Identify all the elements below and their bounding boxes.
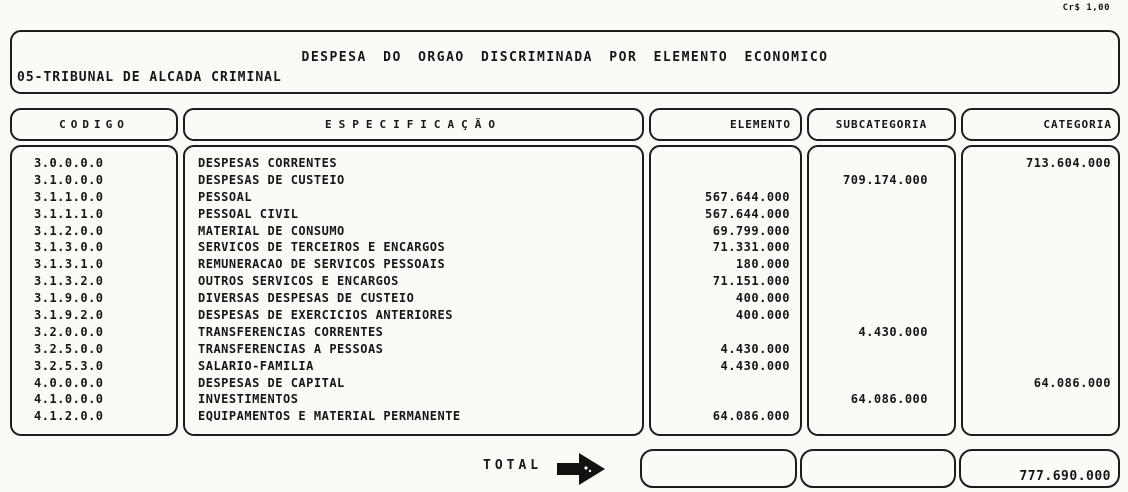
cell-elemento-row-9: 400.000 [735, 308, 790, 323]
body-column-especificacao [183, 145, 644, 436]
cell-spec-row-10: TRANSFERENCIAS CORRENTES [198, 324, 384, 339]
cell-elemento-row-15: 64.086.000 [712, 409, 790, 424]
cell-elemento-row-7: 71.151.000 [712, 274, 790, 289]
cell-categoria-row-3 [963, 206, 1111, 223]
cell-categoria-row-11 [963, 341, 1111, 358]
cell-spec-row-8: DIVERSAS DESPESAS DE CUSTEIO [198, 291, 415, 306]
cell-subcategoria-row-12 [809, 358, 928, 375]
column-header-elemento: ELEMENTO [649, 108, 802, 141]
cell-elemento-row-5: 71.331.000 [712, 240, 790, 255]
cell-categoria-row-7 [963, 273, 1111, 290]
cell-elemento-row-1 [651, 172, 790, 189]
cell-spec-row-6: REMUNERACAO DE SERVICOS PESSOAIS [198, 257, 446, 272]
cell-elemento-row-2: 567.644.000 [705, 189, 790, 204]
organization-name: 05-TRIBUNAL DE ALCADA CRIMINAL [17, 70, 282, 85]
cell-code-row-6: 3.1.3.1.0 [34, 257, 104, 272]
cell-spec-row-12: SALARIO-FAMILIA [198, 358, 314, 373]
cell-categoria-row-2 [963, 189, 1111, 206]
cell-code-row-9: 3.1.9.2.0 [34, 308, 104, 323]
cell-code-row-7: 3.1.3.2.0 [34, 274, 104, 289]
cell-elemento-row-10 [651, 324, 790, 341]
cell-spec-row-7: OUTROS SERVICOS E ENCARGOS [198, 274, 399, 289]
body-column-subcategoria [807, 145, 956, 436]
cell-spec-row-2: PESSOAL [198, 189, 253, 204]
total-elemento-box [640, 449, 797, 488]
cell-categoria-row-12 [963, 358, 1111, 375]
cell-elemento-row-8: 400.000 [735, 291, 790, 306]
cell-categoria-row-1 [963, 172, 1111, 189]
cell-code-row-15: 4.1.2.0.0 [34, 409, 104, 424]
column-header-subcategoria: SUBCATEGORIA [807, 108, 956, 141]
cell-code-row-12: 3.2.5.3.0 [34, 358, 104, 373]
currency-unit-note: Cr$ 1,00 [1062, 3, 1110, 13]
column-header-especificacao: ESPECIFICAÇÃO [183, 108, 644, 141]
cell-subcategoria-row-13 [809, 375, 928, 392]
cell-subcategoria-row-14: 64.086.000 [850, 392, 928, 407]
cell-spec-row-9: DESPESAS DE EXERCICIOS ANTERIORES [198, 308, 453, 323]
cell-spec-row-11: TRANSFERENCIAS A PESSOAS [198, 341, 384, 356]
cell-subcategoria-row-2 [809, 189, 928, 206]
cell-subcategoria-row-15 [809, 408, 928, 425]
body-column-categoria [961, 145, 1120, 436]
cell-spec-row-5: SERVICOS DE TERCEIROS E ENCARGOS [198, 240, 446, 255]
cell-code-row-10: 3.2.0.0.0 [34, 324, 104, 339]
cell-categoria-row-15 [963, 408, 1111, 425]
cell-subcategoria-row-10: 4.430.000 [858, 324, 928, 339]
cell-elemento-row-4: 69.799.000 [712, 223, 790, 238]
cell-categoria-row-10 [963, 324, 1111, 341]
body-column-codigo [10, 145, 178, 436]
cell-categoria-row-0: 713.604.000 [1026, 156, 1111, 170]
cell-spec-row-3: PESSOAL CIVIL [198, 206, 299, 221]
total-categoria-box: 777.690.000 [959, 449, 1120, 488]
cell-code-row-3: 3.1.1.1.0 [34, 206, 104, 221]
cell-code-row-13: 4.0.0.0.0 [34, 375, 104, 390]
cell-code-row-5: 3.1.3.0.0 [34, 240, 104, 255]
cell-subcategoria-row-9 [809, 307, 928, 324]
cell-elemento-row-11: 4.430.000 [720, 341, 790, 356]
cell-code-row-0: 3.0.0.0.0 [34, 156, 104, 170]
cell-categoria-row-4 [963, 223, 1111, 240]
cell-subcategoria-row-11 [809, 341, 928, 358]
cell-subcategoria-row-7 [809, 273, 928, 290]
cell-code-row-1: 3.1.0.0.0 [34, 172, 104, 187]
body-column-elemento [649, 145, 802, 436]
cell-subcategoria-row-5 [809, 239, 928, 256]
cell-spec-row-13: DESPESAS DE CAPITAL [198, 375, 345, 390]
cell-categoria-row-5 [963, 239, 1111, 256]
report-title: DESPESA DO ORGAO DISCRIMINADA POR ELEMENTO ECONOMICO [301, 50, 829, 65]
cell-elemento-row-12: 4.430.000 [720, 358, 790, 373]
cell-subcategoria-row-3 [809, 206, 928, 223]
total-arrow-icon [557, 451, 607, 491]
cell-spec-row-1: DESPESAS DE CUSTEIO [198, 172, 345, 187]
cell-elemento-row-14 [651, 391, 790, 408]
cell-subcategoria-row-8 [809, 290, 928, 307]
cell-elemento-row-0 [651, 155, 790, 172]
cell-categoria-row-6 [963, 256, 1111, 273]
cell-elemento-row-13 [651, 375, 790, 392]
cell-spec-row-15: EQUIPAMENTOS E MATERIAL PERMANENTE [198, 409, 461, 424]
cell-spec-row-14: INVESTIMENTOS [198, 392, 299, 407]
cell-code-row-11: 3.2.5.0.0 [34, 341, 104, 356]
cell-categoria-row-8 [963, 290, 1111, 307]
column-header-codigo: CODIGO [10, 108, 178, 141]
cell-categoria-row-14 [963, 391, 1111, 408]
cell-subcategoria-row-0 [809, 155, 928, 172]
cell-elemento-row-3: 567.644.000 [705, 206, 790, 221]
total-subcategoria-box [800, 449, 956, 488]
cell-code-row-14: 4.1.0.0.0 [34, 392, 104, 407]
cell-subcategoria-row-4 [809, 223, 928, 240]
cell-code-row-8: 3.1.9.0.0 [34, 291, 104, 306]
total-label: TOTAL [483, 458, 543, 473]
column-header-categoria: CATEGORIA [961, 108, 1120, 141]
cell-elemento-row-6: 180.000 [735, 257, 790, 272]
cell-spec-row-4: MATERIAL DE CONSUMO [198, 223, 345, 238]
cell-categoria-row-13: 64.086.000 [1033, 375, 1111, 390]
cell-categoria-row-9 [963, 307, 1111, 324]
cell-code-row-2: 3.1.1.0.0 [34, 189, 104, 204]
cell-spec-row-0: DESPESAS CORRENTES [198, 156, 338, 170]
cell-code-row-4: 3.1.2.0.0 [34, 223, 104, 238]
title-box [10, 30, 1120, 94]
cell-subcategoria-row-6 [809, 256, 928, 273]
cell-subcategoria-row-1: 709.174.000 [843, 172, 928, 187]
